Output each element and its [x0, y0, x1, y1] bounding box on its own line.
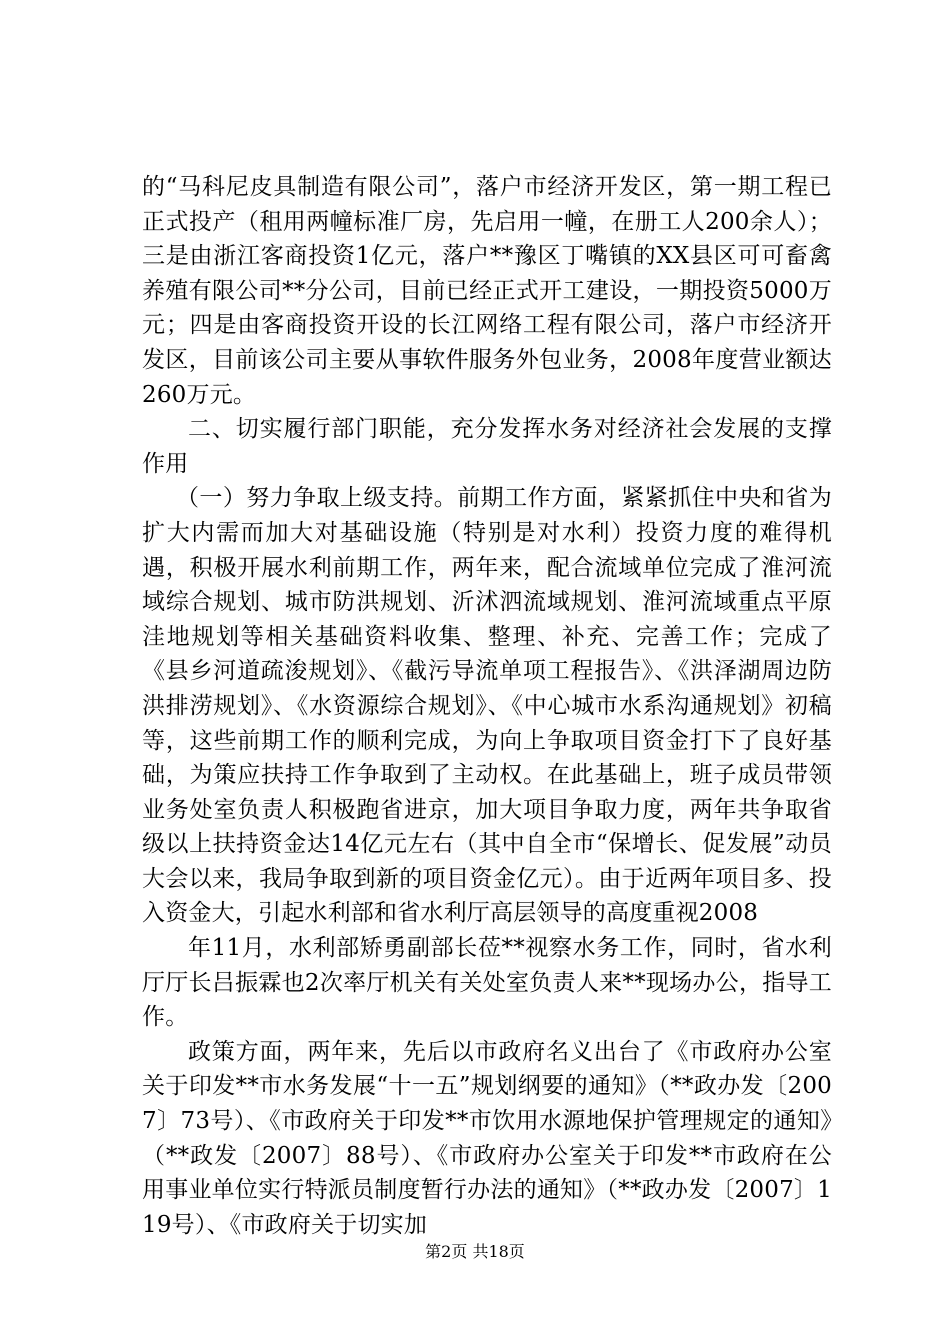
section-heading-two: 二、切实履行部门职能，充分发挥水务对经济社会发展的支撑作用 [142, 416, 832, 477]
paragraph-company-list: 的“马科尼皮具制造有限公司”，落户市经济开发区，第一期工程已正式投产（租用两幢标准厂房，先启用一幢，在册工人200余人）；三是由浙江客商投资1亿元，落户**豫区丁嘴镇的XX县区可可畜禽养殖有限公司**分公司，目前已经正式开工建设，一期投资5000万元；四是由客商投资开设的长江网络工程有限公司，落户市经济开发区，目前该公司主要从事软件服务外包业务，2008年度营业额达260万元。 [142, 174, 832, 408]
paragraph-ministry-visit: 年11月，水利部矫勇副部长莅**视察水务工作，同时，省水利厅厅长吕振霖也2次率厅机关有关处室负责人来**现场办公，指导工作。 [142, 935, 832, 1031]
page-footer: 第2页 共18页 [425, 1242, 525, 1261]
document-body [142, 170, 832, 1242]
paragraph-policy: 政策方面，两年来，先后以市政府名义出台了《市政府办公室关于印发**市水务发展“十一五”规划纲要的通知》（**政办发〔2007〕73号）、《市政府关于印发**市饮用水源地保护管理规定的通知》（**政发〔2007〕88号）、《市政府办公室关于印发**市政府在公用事业单位实行特派员制度暂行办法的通知》（**政办发〔2007〕119号）、《市政府关于切实加 [142, 1038, 832, 1238]
paragraph-higher-level-support: （一）努力争取上级支持。前期工作方面，紧紧抓住中央和省为扩大内需而加大对基础设施（特别是对水利）投资力度的难得机遇，积极开展水利前期工作，两年来，配合流域单位完成了淮河流域综合规划、城市防洪规划、沂沭泗流域规划、淮河流域重点平原洼地规划等相关基础资料收集、整理、补充、完善工作；完成了《县乡河道疏浚规划》、《截污导流单项工程报告》、《洪泽湖周边防洪排涝规划》、《水资源综合规划》、《中心城市水系沟通规划》初稿等，这些前期工作的顺利完成，为向上争取项目资金打下了良好基础，为策应扶持工作争取到了主动权。在此基础上，班子成员带领业务处室负责人积极跑省进京，加大项目争取力度，两年共争取省级以上扶持资金达14亿元左右（其中自全市“保增长、促发展”动员大会以来，我局争取到新的项目资金亿元）。由于近两年项目多、投入资金大，引起水利部和省水利厅高层领导的高度重视2008 [142, 485, 832, 927]
